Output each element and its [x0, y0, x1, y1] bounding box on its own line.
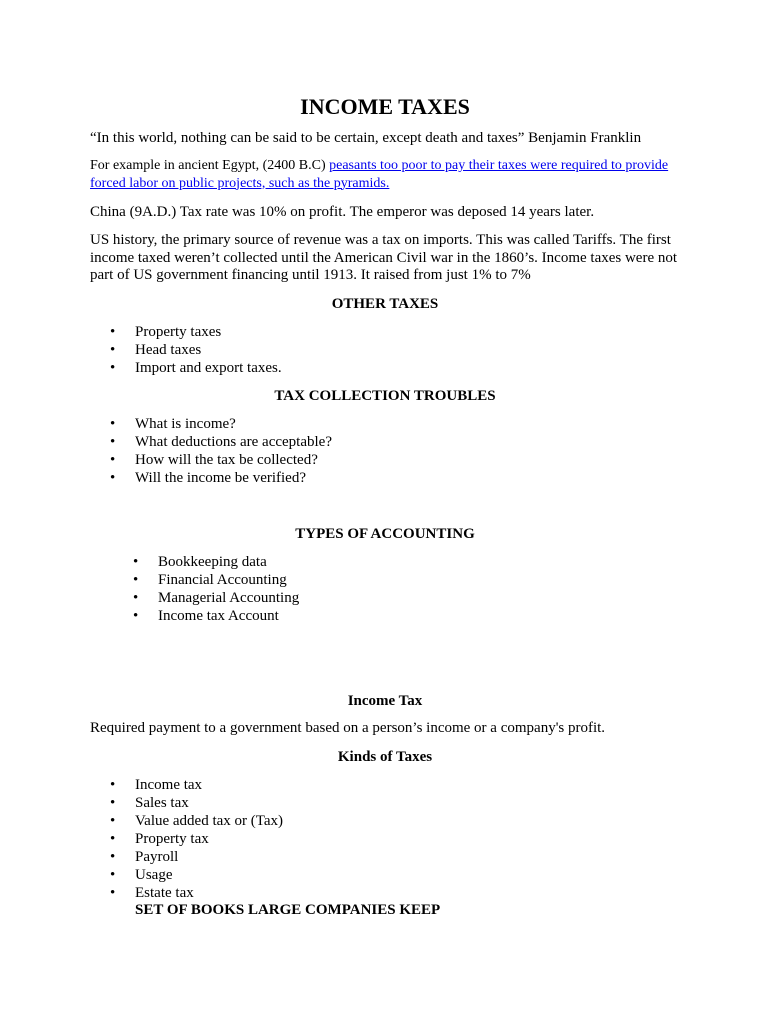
egypt-paragraph — [90, 157, 680, 192]
list-item — [90, 776, 283, 794]
income-tax-definition: Required payment to a government based on a person’s income or a company's profit. — [90, 720, 606, 736]
list-item-text: Payroll — [135, 849, 179, 865]
kinds-heading: Kinds of Taxes — [337, 749, 433, 765]
list-item-text: Financial Accounting — [158, 572, 287, 588]
bullet-icon: • — [110, 324, 116, 340]
document-title: INCOME TAXES — [300, 94, 470, 119]
list-item-text: Sales tax — [135, 795, 189, 811]
list-item — [90, 866, 283, 884]
egypt-link[interactable]: peasants too poor to pay their taxes were required to provide forced labor on public projects, such as the pyramids. — [90, 158, 669, 191]
list-item-text: Income tax — [135, 777, 203, 793]
bullet-icon: • — [110, 867, 116, 883]
list-item-text: Property tax — [135, 831, 209, 847]
books-heading: SET OF BOOKS LARGE COMPANIES KEEP — [135, 902, 441, 918]
list-item — [90, 812, 283, 830]
bullet-icon: • — [110, 795, 116, 811]
bullet-icon: • — [110, 813, 116, 829]
list-item-text: Property taxes — [135, 324, 222, 340]
us-history-paragraph: US history, the primary source of revenue was a tax on imports. This was called Tariffs. The first income taxed weren’t collected until the American Civil war in the 1860’s. Income taxes were not part of US government financing until 1913. It raised from just 1% to 7% — [90, 232, 678, 283]
list-item — [90, 884, 283, 902]
list-item — [90, 571, 299, 589]
bullet-icon: • — [110, 416, 116, 432]
bullet-icon: • — [110, 849, 116, 865]
accounting-heading: TYPES OF ACCOUNTING — [295, 526, 475, 542]
list-item — [90, 469, 332, 487]
list-item — [90, 359, 282, 377]
bullet-icon: • — [110, 342, 116, 358]
troubles-heading: TAX COLLECTION TROUBLES — [274, 388, 496, 404]
list-item-text: Head taxes — [135, 342, 202, 358]
bullet-icon: • — [133, 590, 139, 606]
list-item-text: Value added tax or (Tax) — [135, 813, 284, 829]
other-taxes-list — [90, 323, 282, 377]
list-item-text: What deductions are acceptable? — [135, 434, 332, 450]
list-item — [90, 451, 332, 469]
list-item-text: Bookkeeping data — [158, 554, 267, 570]
other-taxes-heading: OTHER TAXES — [331, 296, 439, 312]
list-item — [90, 341, 282, 359]
list-item — [90, 607, 299, 625]
list-item-text: How will the tax be collected? — [135, 452, 318, 468]
bullet-icon: • — [133, 554, 139, 570]
bullet-icon: • — [110, 885, 116, 901]
list-item — [90, 589, 299, 607]
list-item-text: Usage — [135, 867, 173, 883]
income-tax-heading: Income Tax — [347, 693, 423, 709]
troubles-list — [90, 415, 332, 487]
list-item — [90, 830, 283, 848]
accounting-list — [90, 553, 299, 625]
bullet-icon: • — [110, 831, 116, 847]
bullet-icon: • — [110, 434, 116, 450]
bullet-icon: • — [133, 572, 139, 588]
kinds-list — [90, 776, 283, 902]
list-item-text: Managerial Accounting — [158, 590, 300, 606]
egypt-prefix: For example in ancient Egypt, (2400 B.C) — [90, 158, 330, 173]
bullet-icon: • — [110, 777, 116, 793]
bullet-icon: • — [110, 470, 116, 486]
list-item — [90, 323, 282, 341]
list-item — [90, 553, 299, 571]
china-paragraph: China (9A.D.) Tax rate was 10% on profit. The emperor was deposed 14 years later. — [90, 204, 595, 220]
list-item — [90, 794, 283, 812]
list-item — [90, 848, 283, 866]
list-item-text: Estate tax — [135, 885, 194, 901]
list-item — [90, 415, 332, 433]
list-item-text: Income tax Account — [158, 608, 279, 624]
bullet-icon: • — [133, 608, 139, 624]
list-item — [90, 433, 332, 451]
bullet-icon: • — [110, 452, 116, 468]
bullet-icon: • — [110, 360, 116, 376]
list-item-text: What is income? — [135, 416, 236, 432]
franklin-quote: “In this world, nothing can be said to be certain, except death and taxes” Benjamin Franklin — [90, 130, 642, 146]
list-item-text: Will the income be verified? — [135, 470, 306, 486]
list-item-text: Import and export taxes. — [135, 360, 282, 376]
